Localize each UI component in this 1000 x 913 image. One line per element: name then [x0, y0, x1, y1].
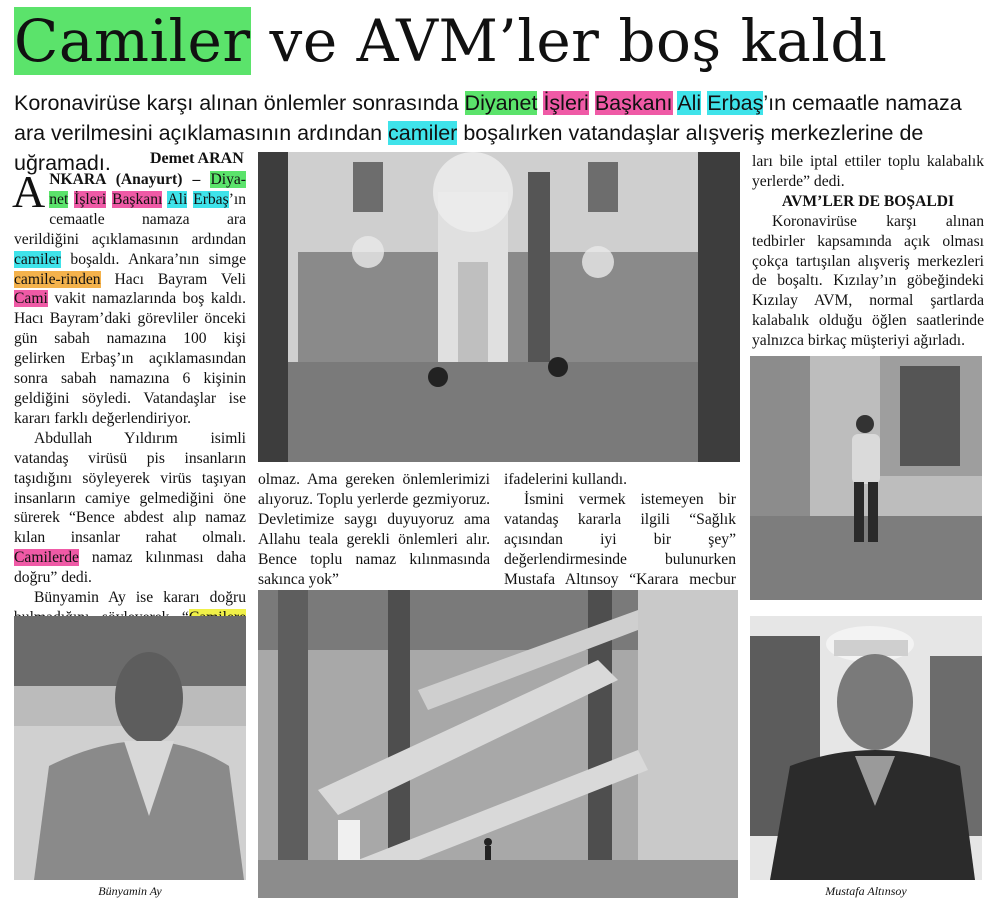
headline	[14, 6, 990, 76]
body-text: namaz kılınması daha doğru” dedi.	[14, 549, 246, 587]
hl-isleri: İşleri	[74, 190, 107, 208]
subheading: AVM’LER DE BOŞALDI	[781, 192, 955, 210]
byline: Demet ARAN	[150, 150, 244, 167]
photo-mustafa-altinsoy	[750, 616, 982, 880]
deck-hl-erbas: Erbaş	[707, 91, 764, 115]
body-text: İsmini vermek istemeyen bir vatandaş kararla ilgili “Sağlık açısından iyi bir şey” değerlendirmesinde bulunurken Mustafa Altınsoy “Karara mecbur	[504, 490, 736, 588]
body-text: ’ın cemaatle namaza ara verildiğini açıklamasının ardından	[14, 190, 247, 248]
hl-ali: Ali	[167, 190, 188, 208]
deck-text: ’ın cemaatle namaza ara verilmesini açıklamasının ardından	[14, 91, 962, 145]
article-column-1	[12, 166, 247, 648]
article-column-3	[504, 470, 736, 609]
caption-mustafa-altinsoy: Mustafa Altınsoy	[825, 884, 907, 898]
deck-text: Koronavirüse karşı alınan önlemler sonrasında	[14, 91, 465, 115]
body-text: Hacı Bayram Veli	[100, 270, 246, 288]
dropcap: A	[12, 166, 46, 217]
article-column-4	[752, 152, 984, 351]
caption-bunyamin-ay: Bünyamin Ay	[98, 884, 162, 898]
deck-hl-diyanet: Diyanet	[464, 91, 538, 115]
body-text: boşaldı. Ankara’nın simge	[60, 250, 246, 268]
dateline: NKARA (Anayurt) –	[49, 171, 211, 188]
deck-text: boşalırken vatandaşlar alışveriş merkezlerine de uğramadı.	[14, 121, 924, 175]
headline-rest: ve AVM’ler boş kaldı	[250, 7, 888, 75]
hl-camilerde: Camilerde	[14, 549, 79, 567]
body-text: vakit namazlarında boş kaldı. Hacı Bayram’daki görevliler önceki gün sabah namazına 100 kişi gelirken Erbaş’ın açıklamasından sonra sabah namazına 6 kişinin geldiğini söyledi. Vatandaşlar ise kararı farklı değerlendiriyor.	[14, 290, 246, 427]
photo-mosque-interior	[258, 152, 740, 462]
body-text: Abdullah Yıldırım isimli vatandaş virüsü pis insanların taşıdığını söyleyerek virüs taşıyan insanların camiye gelmediğini öne sürerek “Bence abdest alıp namaz kılan insanlar rahat olmalı.	[14, 429, 246, 547]
body-text: Koronavirüse karşı alınan tedbirler kapsamında açık olması çokça tartışılan alışveriş merkezleri de boşaltı. Kızılay’ın göbeğindeki Kızılay AVM, normal şartlarda kalabalık olduğu öğlen saatlerinde yalnızca birkaç müşteriyi ağırladı.	[752, 212, 984, 350]
hl-diyanet-b: net	[49, 190, 69, 208]
body-text: Bünyamin Ay ise kararı doğru	[34, 589, 246, 607]
photo-mall-escalators	[258, 590, 738, 898]
deck-hl-ali: Ali	[677, 91, 702, 115]
photo-bunyamin-ay	[14, 616, 246, 880]
hl-camilerinden: camile-rinden	[14, 270, 101, 288]
article-column-2	[258, 470, 490, 589]
hl-diyanet-a: Diya-	[210, 171, 246, 188]
body-text: ları bile iptal ettiler toplu kalabalık yerlerde” dedi.	[752, 153, 984, 190]
headline-word-camiler: Camiler	[14, 7, 251, 75]
hl-baskani: Başkanı	[112, 190, 163, 208]
hl-erbas: Erbaş	[193, 190, 229, 208]
body-text: ifadelerini kullandı.	[504, 471, 627, 488]
deck-hl-isleri: İşleri	[543, 91, 589, 115]
deck-hl-camiler: camiler	[388, 121, 458, 145]
body-text: olmaz. Ama gereken önlemlerimizi alıyoruz. Toplu yerlerde gezmiyoruz. Devletimize saygı duyuyoruz ama Allahu teala gerekli önlemleri alır. Bence toplu namaz kılınmasında sakınca yok”	[258, 471, 490, 588]
deck-hl-baskani: Başkanı	[594, 91, 673, 115]
hl-cami: Cami	[14, 290, 48, 308]
photo-worshipper	[750, 356, 982, 600]
hl-camiler: camiler	[14, 250, 61, 268]
